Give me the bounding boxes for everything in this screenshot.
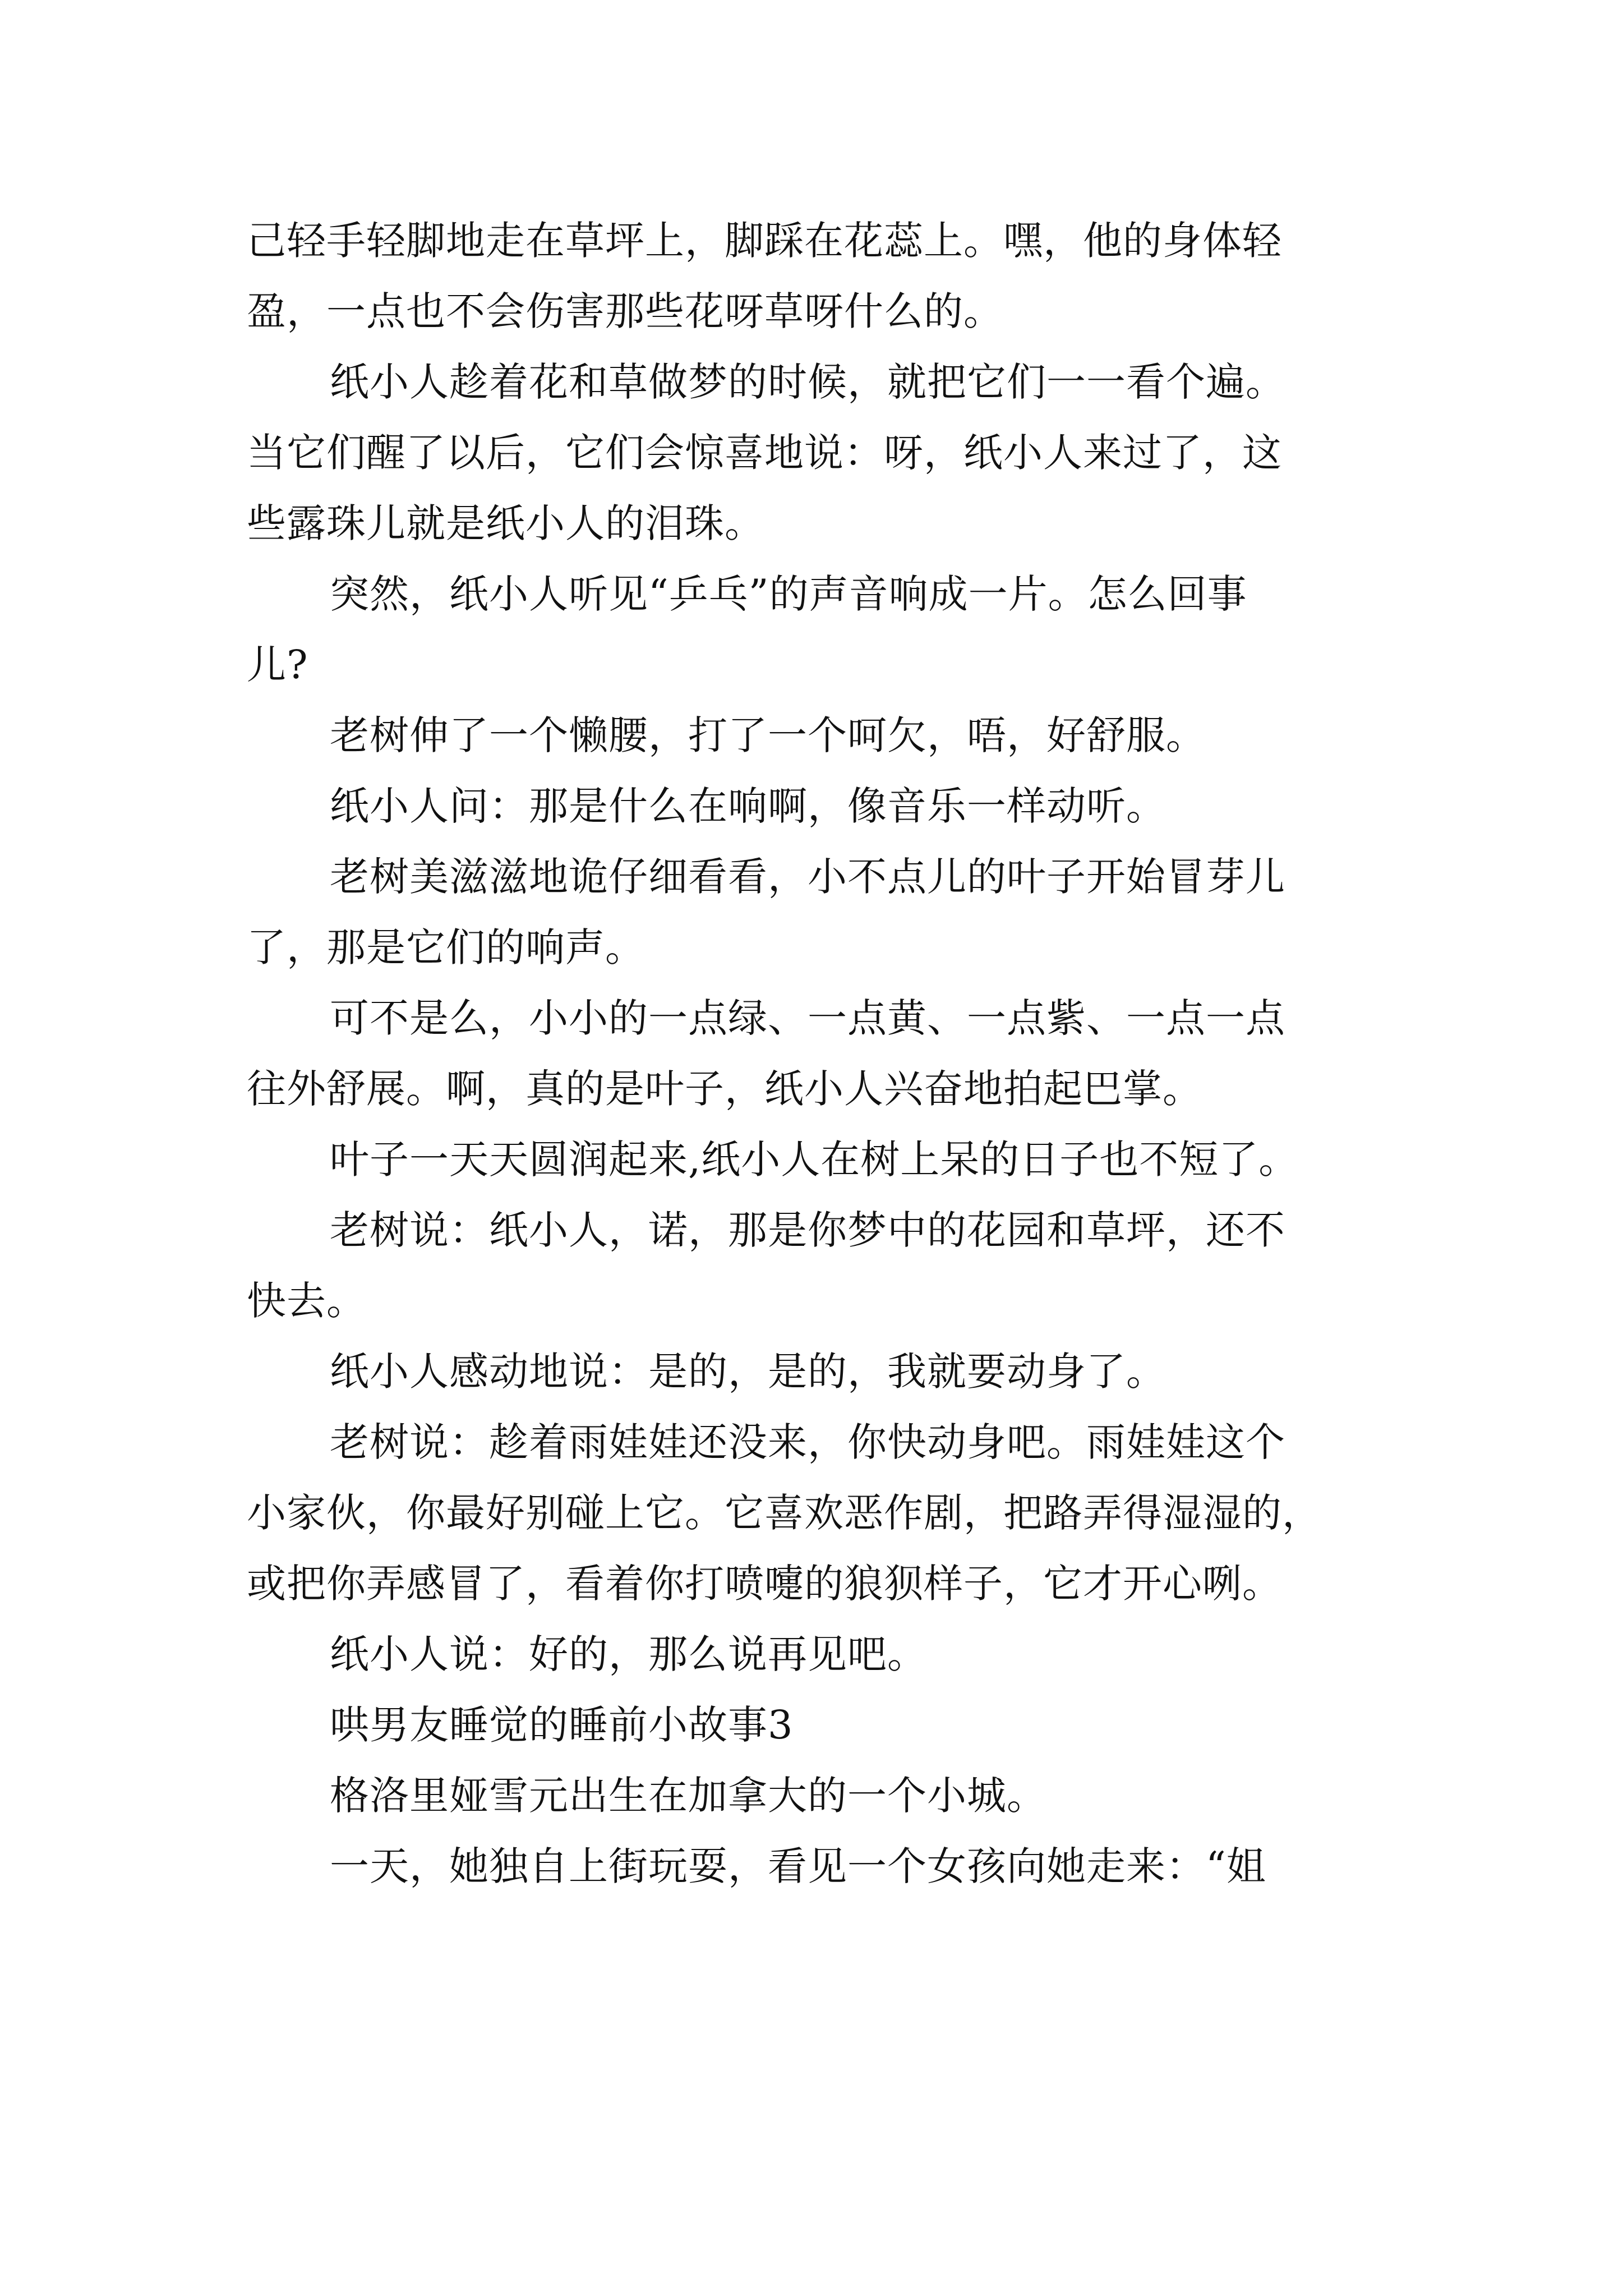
text-line: 盈，一点也不会伤害那些花呀草呀什么的。 xyxy=(247,288,1003,334)
paragraph-start: 纸小人说：好的，那么说再见吧。 xyxy=(330,1631,927,1677)
paragraph-start: 可不是么，小小的一点绿、一点黄、一点紫、一点一点 xyxy=(330,995,1285,1041)
paragraph-start: 纸小人趁着花和草做梦的时候，就把它们一一看个遍。 xyxy=(330,359,1285,405)
text-line: 儿? xyxy=(247,642,308,688)
text-line: 些露珠儿就是纸小人的泪珠。 xyxy=(247,500,764,546)
text-line: 或把你弄感冒了，看着你打喷嚏的狼狈样子，它才开心咧。 xyxy=(247,1561,1282,1607)
text-line: 己轻手轻脚地走在草坪上，脚踩在花蕊上。嘿，他的身体轻 xyxy=(247,218,1282,264)
paragraph-start: 突然，纸小人听见“乒乓”的声音响成一片。怎么回事 xyxy=(330,571,1247,617)
text-line: 快去。 xyxy=(247,1278,366,1324)
paragraph-start: 纸小人问：那是什么在响啊，像音乐一样动听。 xyxy=(330,783,1166,829)
paragraph-start: 格洛里娅雪元出生在加拿大的一个小城。 xyxy=(330,1773,1046,1819)
paragraph-start: 老树伸了一个懒腰，打了一个呵欠，唔，好舒服。 xyxy=(330,712,1206,758)
paragraph-start: 纸小人感动地说：是的，是的，我就要动身了。 xyxy=(330,1349,1166,1395)
text-line: 往外舒展。啊，真的是叶子，纸小人兴奋地拍起巴掌。 xyxy=(247,1066,1202,1112)
section-heading: 哄男友睡觉的睡前小故事3 xyxy=(330,1702,794,1748)
paragraph-start: 老树说：纸小人，诺，那是你梦中的花园和草坪，还不 xyxy=(330,1207,1285,1253)
text-line: 小家伙，你最好别碰上它。它喜欢恶作剧，把路弄得湿湿的， xyxy=(247,1490,1322,1536)
paragraph-start: 老树说：趁着雨娃娃还没来，你快动身吧。雨娃娃这个 xyxy=(330,1419,1285,1465)
paragraph-start: 老树美滋滋地诡仔细看看，小不点儿的叶子开始冒芽儿 xyxy=(330,854,1285,900)
paragraph-start: 一天，她独自上街玩耍，看见一个女孩向她走来：“姐 xyxy=(330,1843,1266,1889)
paragraph-start: 叶子一天天圆润起来,纸小人在树上呆的日子也不短了。 xyxy=(330,1137,1299,1182)
text-line: 了，那是它们的响声。 xyxy=(247,924,645,970)
document-body xyxy=(247,205,1391,1902)
text-line: 当它们醒了以后，它们会惊喜地说：呀，纸小人来过了，这 xyxy=(247,430,1282,476)
